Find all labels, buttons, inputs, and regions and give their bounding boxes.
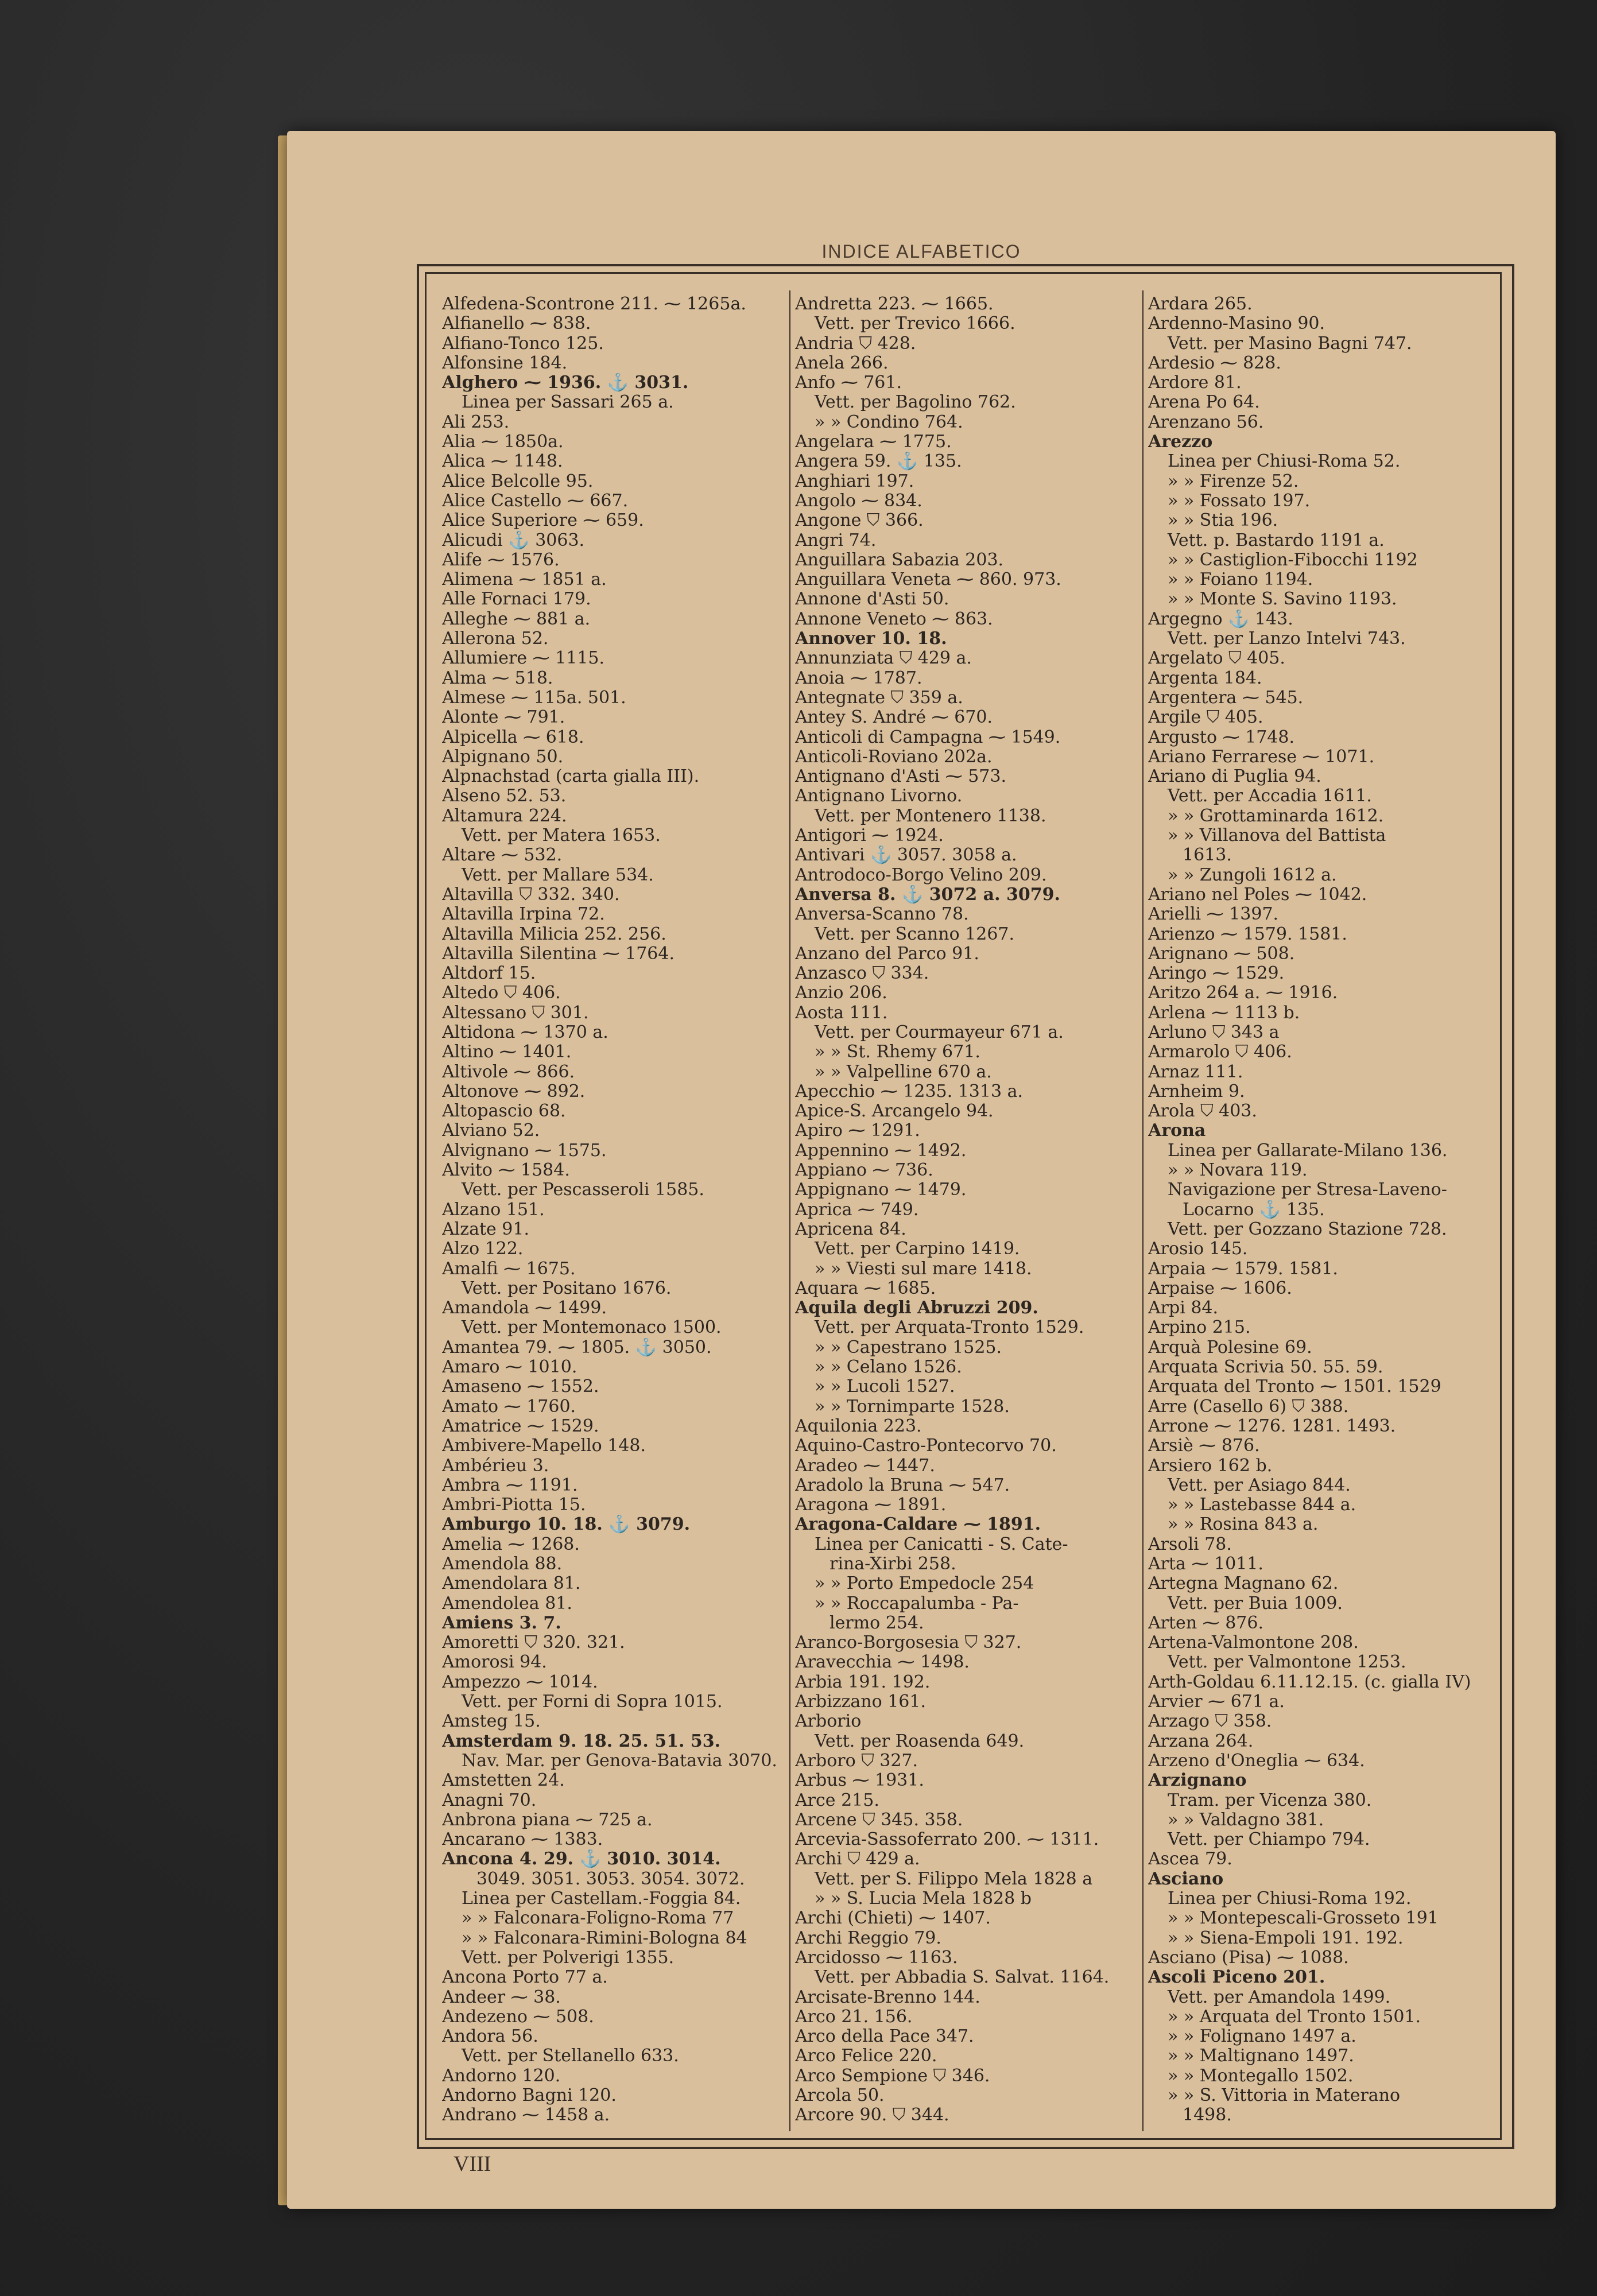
index-entry: Arona (1148, 1121, 1206, 1141)
index-entry: Vett. per Carpino 1419. (815, 1239, 1020, 1259)
index-entry: Appiano ⁓ 736. (795, 1161, 933, 1181)
index-entry: Arluno ⛉ 343 a (1148, 1022, 1280, 1042)
index-entry: Archi (Chieti) ⁓ 1407. (795, 1909, 991, 1929)
index-entry: Alpicella ⁓ 618. (442, 727, 584, 747)
index-entry: Linea per Chiusi-Roma 192. (1168, 1889, 1412, 1909)
index-entry: Alicudi ⚓ 3063. (442, 530, 585, 550)
index-entry: Arce 215. (795, 1790, 879, 1810)
index-entry: » » Viesti sul mare 1418. (815, 1259, 1032, 1279)
index-entry: Amsterdam 9. 18. 25. 51. 53. (442, 1731, 721, 1751)
index-entry: 1498. (1183, 2105, 1232, 2126)
index-entry: Arzignano (1148, 1771, 1247, 1791)
index-entry: Amstetten 24. (442, 1771, 565, 1791)
index-entry: » » Foiano 1194. (1168, 570, 1313, 590)
index-entry: Arcidosso ⁓ 1163. (795, 1948, 958, 1968)
index-entry: Amendola 88. (442, 1554, 563, 1574)
index-entry: Linea per Castellam.-Foggia 84. (462, 1889, 741, 1909)
index-entry: Vett. per Forni di Sopra 1015. (462, 1692, 723, 1712)
index-entry: Altidona ⁓ 1370 a. (442, 1022, 608, 1042)
index-entry: Amantea 79. ⁓ 1805. ⚓ 3050. (442, 1337, 712, 1358)
index-entry: Arsiè ⁓ 876. (1148, 1436, 1260, 1456)
index-entry: » » Firenze 52. (1168, 471, 1299, 491)
index-entry: » » Stia 196. (1168, 511, 1278, 531)
index-entry: Aragona-Caldare ⁓ 1891. (795, 1515, 1041, 1535)
index-entry: Arsiero 162 b. (1148, 1456, 1273, 1476)
index-entry: » » Villanova del Battista (1168, 826, 1386, 846)
index-entry: Altino ⁓ 1401. (442, 1042, 572, 1062)
index-entry: Altavilla Silentina ⁓ 1764. (442, 944, 675, 964)
index-entry: Vett. per Amandola 1499. (1168, 1987, 1391, 2007)
index-entry: Aravecchia ⁓ 1498. (795, 1653, 970, 1673)
index-entry: Arenzano 56. (1148, 412, 1264, 432)
index-entry: Arquà Polesine 69. (1148, 1337, 1312, 1358)
index-entry: Archi ⛉ 429 a. (795, 1849, 920, 1870)
index-entry: Arvier ⁓ 671 a. (1148, 1692, 1285, 1712)
index-entry: Arth-Goldau 6.11.12.15. (c. gialla IV) (1148, 1672, 1471, 1692)
index-entry: Nav. Mar. per Genova-Batavia 3070. (462, 1751, 777, 1771)
index-entry: Aquino-Castro-Pontecorvo 70. (795, 1436, 1057, 1456)
index-entry: Alice Belcolle 95. (442, 471, 594, 491)
index-entry: Angri 74. (795, 530, 877, 550)
index-entry: Anbrona piana ⁓ 725 a. (442, 1810, 653, 1830)
index-entry: Navigazione per Stresa-Laveno- (1168, 1180, 1447, 1200)
index-entry: » » Grottaminarda 1612. (1168, 806, 1384, 826)
index-entry: Amorosi 94. (442, 1653, 547, 1673)
index-entry: Arena Po 64. (1148, 393, 1260, 413)
index-entry: » » S. Vittoria in Materano (1168, 2086, 1401, 2106)
index-entry: Almese ⁓ 115a. 501. (442, 688, 626, 708)
index-entry: Alonte ⁓ 791. (442, 708, 565, 728)
index-entry: Anagni 70. (442, 1790, 537, 1810)
index-entry: Antivari ⚓ 3057. 3058 a. (795, 846, 1017, 866)
index-entry: Alzano 151. (442, 1200, 545, 1220)
page-header: INDICE ALFABETICO (821, 241, 1021, 262)
index-entry: Ardara 265. (1148, 294, 1253, 314)
index-entry: Amsteg 15. (442, 1712, 541, 1732)
index-entry: Annover 10. 18. (795, 629, 947, 649)
index-entry: Aritzo 264 a. ⁓ 1916. (1148, 983, 1338, 1003)
index-entry: Antrodoco-Borgo Velino 209. (795, 865, 1047, 885)
index-entry: lermo 254. (829, 1613, 924, 1633)
index-entry: Amburgo 10. 18. ⚓ 3079. (442, 1515, 691, 1535)
index-entry: Linea per Canicatti - S. Cate- (815, 1534, 1068, 1554)
index-entry: » » Montegallo 1502. (1168, 2066, 1354, 2086)
index-entry: » » Valpelline 670 a. (815, 1062, 992, 1082)
index-entry: rina-Xirbi 258. (829, 1554, 956, 1574)
index-entry: Arco Sempione ⛉ 346. (795, 2066, 990, 2086)
index-entry: Arco Felice 220. (795, 2046, 937, 2066)
index-entry: Alica ⁓ 1148. (442, 452, 563, 472)
index-entry: » » Valdagno 381. (1168, 1810, 1324, 1830)
index-entry: » » Arquata del Tronto 1501. (1168, 2007, 1421, 2027)
index-entry: » » Roccapalumba - Pa- (815, 1593, 1019, 1614)
index-entry: 1613. (1183, 846, 1232, 866)
index-entry: Antegnate ⛉ 359 a. (795, 688, 963, 708)
index-entry: Alice Castello ⁓ 667. (442, 491, 629, 511)
index-entry: Arquata Scrivia 50. 55. 59. (1148, 1358, 1383, 1378)
index-entry: Alleghe ⁓ 881 a. (442, 609, 591, 629)
index-entry: Arco 21. 156. (795, 2007, 913, 2027)
index-entry: Alpnachstad (carta gialla III). (442, 767, 700, 787)
index-entry: Vett. per Polverigi 1355. (462, 1948, 675, 1968)
index-entry: Archi Reggio 79. (795, 1928, 941, 1948)
index-entry: Vett. per Mallare 534. (462, 865, 654, 885)
index-entry: Vett. per Pescasseroli 1585. (462, 1180, 704, 1200)
index-entry: Ambri-Piotta 15. (442, 1495, 586, 1515)
index-entry: Arbus ⁓ 1931. (795, 1771, 924, 1791)
index-entry: Vett. per Matera 1653. (462, 826, 661, 846)
index-entry: Antey S. André ⁓ 670. (795, 708, 993, 728)
index-entry: Vett. per Valmontone 1253. (1168, 1653, 1406, 1673)
index-entry: Arcisate-Brenno 144. (795, 1987, 980, 2007)
index-entry: Aquila degli Abruzzi 209. (795, 1298, 1038, 1318)
index-entry: » » Rosina 843 a. (1168, 1515, 1319, 1535)
index-entry: Anzasco ⛉ 334. (795, 964, 929, 984)
index-entry: » » Castiglion-Fibocchi 1192 (1168, 550, 1418, 570)
index-entry: » » Tornimparte 1528. (815, 1397, 1010, 1417)
index-entry: Vett. per Roasenda 649. (815, 1731, 1025, 1751)
index-entry: Amaseno ⁓ 1552. (442, 1377, 599, 1397)
index-entry: Arienzo ⁓ 1579. 1581. (1148, 924, 1347, 944)
index-entry: » » S. Lucia Mela 1828 b (815, 1889, 1032, 1909)
index-entry: Altare ⁓ 532. (442, 846, 563, 866)
index-entry: Altavilla Irpina 72. (442, 905, 605, 925)
index-entry: Aradeo ⁓ 1447. (795, 1456, 935, 1476)
index-entry: Linea per Chiusi-Roma 52. (1168, 452, 1401, 472)
index-entry: Vett. per Scanno 1267. (815, 924, 1015, 944)
index-entry: Vett. per Trevico 1666. (815, 314, 1015, 334)
index-entry: Ali 253. (442, 412, 510, 432)
index-entry: Annone d'Asti 50. (795, 589, 949, 610)
index-entry: Argegno ⚓ 143. (1148, 609, 1293, 629)
index-entry: Arielli ⁓ 1397. (1148, 905, 1279, 925)
index-entry: Ascea 79. (1148, 1849, 1232, 1870)
index-entry: Armarolo ⛉ 406. (1148, 1042, 1292, 1062)
index-entry: Altdorf 15. (442, 964, 536, 984)
index-entry: Alzate 91. (442, 1219, 530, 1239)
index-entry: Alpignano 50. (442, 747, 564, 767)
index-entry: Arnaz 111. (1148, 1062, 1243, 1082)
index-entry: Vett. per Buia 1009. (1168, 1593, 1343, 1614)
index-entry: Anversa 8. ⚓ 3072 a. 3079. (795, 885, 1060, 905)
index-entry: Arcola 50. (795, 2086, 885, 2106)
index-entry: Amoretti ⛉ 320. 321. (442, 1633, 625, 1653)
index-entry: Angolo ⁓ 834. (795, 491, 922, 511)
index-entry: Angone ⛉ 366. (795, 511, 924, 531)
index-entry: » » Porto Empedocle 254 (815, 1574, 1034, 1594)
index-entry: Argusto ⁓ 1748. (1148, 727, 1294, 747)
index-entry: Alvignano ⁓ 1575. (442, 1141, 607, 1161)
index-entry: Alia ⁓ 1850a. (442, 432, 564, 452)
index-entry: » » Zungoli 1612 a. (1168, 865, 1337, 885)
index-column-2 (789, 290, 1134, 2131)
index-entry: Apricena 84. (795, 1219, 906, 1239)
index-entry: Ancona Porto 77 a. (442, 1968, 608, 1988)
index-entry: Apiro ⁓ 1291. (795, 1121, 920, 1141)
index-entry: Anticoli di Campagna ⁓ 1549. (795, 727, 1061, 747)
index-entry: Apice-S. Arcangelo 94. (795, 1102, 994, 1122)
index-entry: » » Falconara-Foligno-Roma 77 (462, 1909, 734, 1929)
index-entry: Amalfi ⁓ 1675. (442, 1259, 576, 1279)
index-entry: Alfianello ⁓ 838. (442, 314, 591, 334)
index-entry: Alzo 122. (442, 1239, 524, 1259)
index-entry: Alma ⁓ 518. (442, 668, 553, 688)
index-entry: Vett. per Masino Bagni 747. (1168, 333, 1412, 354)
index-entry: Ambra ⁓ 1191. (442, 1475, 578, 1495)
book-page (287, 131, 1556, 2209)
index-entry: Ariano Ferrarese ⁓ 1071. (1148, 747, 1375, 767)
index-entry: Amato ⁓ 1760. (442, 1397, 576, 1417)
index-entry: 3049. 3051. 3053. 3054. 3072. (476, 1869, 745, 1889)
index-entry: Altedo ⛉ 406. (442, 983, 561, 1003)
index-entry: Ascoli Piceno 201. (1148, 1968, 1325, 1988)
index-entry: Arpino 215. (1148, 1318, 1251, 1338)
index-entry: Anticoli-Roviano 202a. (795, 747, 993, 767)
index-entry: Amatrice ⁓ 1529. (442, 1416, 599, 1436)
index-entry: Appignano ⁓ 1479. (795, 1180, 967, 1200)
index-entry: Ariano nel Poles ⁓ 1042. (1148, 885, 1367, 905)
index-entry: Alice Superiore ⁓ 659. (442, 511, 644, 531)
index-entry: Argelato ⛉ 405. (1148, 649, 1285, 669)
index-entry: Anguillara Veneta ⁓ 860. 973. (795, 570, 1061, 590)
index-entry: Annunziata ⛉ 429 a. (795, 649, 972, 669)
index-entry: Arquata del Tronto ⁓ 1501. 1529 (1148, 1377, 1441, 1397)
index-entry: Alfonsine 184. (442, 353, 568, 373)
index-entry: Altamura 224. (442, 806, 567, 826)
index-entry: Arpaia ⁓ 1579. 1581. (1148, 1259, 1338, 1279)
index-entry: Arten ⁓ 876. (1148, 1613, 1264, 1633)
index-entry: Asciano (Pisa) ⁓ 1088. (1148, 1948, 1349, 1968)
index-entry: Anguillara Sabazia 203. (795, 550, 1004, 570)
index-entry: Anoia ⁓ 1787. (795, 668, 922, 688)
index-entry: Arco della Pace 347. (795, 2027, 974, 2047)
index-entry: Vett. per Lanzo Intelvi 743. (1168, 629, 1406, 649)
index-entry: Argentera ⁓ 545. (1148, 688, 1304, 708)
index-entry: Ampezzo ⁓ 1014. (442, 1672, 598, 1692)
index-entry: Alseno 52. 53. (442, 786, 567, 806)
index-entry: Andorno 120. (442, 2066, 561, 2086)
index-entry: » » Condino 764. (815, 412, 963, 432)
index-entry: Vett. per Bagolino 762. (815, 393, 1016, 413)
index-column-1 (442, 294, 781, 2126)
index-entry: Anfo ⁓ 761. (795, 373, 902, 393)
index-entry: Vett. per Courmayeur 671 a. (815, 1022, 1064, 1042)
index-entry: » » Montepescali-Grosseto 191 (1168, 1909, 1439, 1929)
index-entry: Anzano del Parco 91. (795, 944, 979, 964)
index-entry: Angera 59. ⚓ 135. (795, 452, 962, 472)
index-entry: Annone Veneto ⁓ 863. (795, 609, 993, 629)
index-entry: Alghero ⁓ 1936. ⚓ 3031. (442, 373, 689, 393)
index-entry: Amandola ⁓ 1499. (442, 1298, 607, 1318)
index-entry: » » Celano 1526. (815, 1358, 962, 1378)
index-entry: Antignano Livorno. (795, 786, 963, 806)
index-entry: Vett. per Accadia 1611. (1168, 786, 1372, 806)
index-entry: Arpaise ⁓ 1606. (1148, 1278, 1292, 1298)
index-entry: Alviano 52. (442, 1121, 540, 1141)
index-entry: Altavilla ⛉ 332. 340. (442, 885, 620, 905)
index-entry: Anzio 206. (795, 983, 887, 1003)
index-entry: Andria ⛉ 428. (795, 333, 916, 354)
index-entry: Aringo ⁓ 1529. (1148, 964, 1285, 984)
index-entry: Apecchio ⁓ 1235. 1313 a. (795, 1081, 1024, 1102)
index-entry: Vett. per Stellanello 633. (462, 2046, 679, 2066)
index-entry: » » Siena-Empoli 191. 192. (1168, 1928, 1404, 1948)
index-entry: Artena-Valmontone 208. (1148, 1633, 1359, 1653)
index-entry: Amiens 3. 7. (442, 1613, 561, 1633)
index-entry: Ambérieu 3. (442, 1456, 549, 1476)
index-entry: Arta ⁓ 1011. (1148, 1554, 1263, 1574)
index-entry: Aquilonia 223. (795, 1416, 922, 1436)
index-entry: Anela 266. (795, 353, 889, 373)
index-entry: » » Maltignano 1497. (1168, 2046, 1354, 2066)
index-entry: Vett. per Arquata-Tronto 1529. (815, 1318, 1084, 1338)
index-entry: Arzago ⛉ 358. (1148, 1712, 1272, 1732)
index-entry: Aranco-Borgosesia ⛉ 327. (795, 1633, 1022, 1653)
index-entry: Altonove ⁓ 892. (442, 1081, 586, 1102)
index-entry: Arosio 145. (1148, 1239, 1248, 1259)
index-entry: Arnheim 9. (1148, 1081, 1245, 1102)
index-entry: Linea per Sassari 265 a. (462, 393, 674, 413)
index-entry: Alfedena-Scontrone 211. ⁓ 1265a. (442, 294, 746, 314)
index-entry: Amendolea 81. (442, 1593, 572, 1614)
index-entry: Arzeno d'Oneglia ⁓ 634. (1148, 1751, 1365, 1771)
index-entry: Alimena ⁓ 1851 a. (442, 570, 607, 590)
index-entry: Vett. per Gozzano Stazione 728. (1168, 1219, 1447, 1239)
index-entry: » » Lastebasse 844 a. (1168, 1495, 1356, 1515)
index-entry: Amaro ⁓ 1010. (442, 1358, 577, 1378)
index-entry: » » St. Rhemy 671. (815, 1042, 980, 1062)
index-entry: Altopascio 68. (442, 1102, 566, 1122)
index-entry: Arlena ⁓ 1113 b. (1148, 1003, 1300, 1023)
index-entry: Vett. per Abbadia S. Salvat. 1164. (815, 1968, 1110, 1988)
index-entry: » » Capestrano 1525. (815, 1337, 1002, 1358)
index-entry: Vett. per Montemonaco 1500. (462, 1318, 722, 1338)
index-entry: Aradolo la Bruna ⁓ 547. (795, 1475, 1010, 1495)
index-entry: Arcene ⛉ 345. 358. (795, 1810, 963, 1830)
index-entry: Ambivere-Mapello 148. (442, 1436, 646, 1456)
index-entry: Arzana 264. (1148, 1731, 1254, 1751)
index-entry: » » Fossato 197. (1168, 491, 1311, 511)
index-entry: Andeer ⁓ 38. (442, 1987, 561, 2007)
index-entry: Antignano d'Asti ⁓ 573. (795, 767, 1006, 787)
index-entry: Alvito ⁓ 1584. (442, 1161, 570, 1181)
index-entry: Antigori ⁓ 1924. (795, 826, 944, 846)
index-entry: Altessano ⛉ 301. (442, 1003, 589, 1023)
index-entry: Arpi 84. (1148, 1298, 1219, 1318)
index-entry: Ancona 4. 29. ⚓ 3010. 3014. (442, 1849, 721, 1870)
index-entry: Arrone ⁓ 1276. 1281. 1493. (1148, 1416, 1396, 1436)
index-entry: Arbia 191. 192. (795, 1672, 931, 1692)
index-entry: Amendolara 81. (442, 1574, 581, 1594)
index-entry: Arre (Casello 6) ⛉ 388. (1148, 1397, 1349, 1417)
index-entry: Amelia ⁓ 1268. (442, 1534, 580, 1554)
index-entry: Arsoli 78. (1148, 1534, 1232, 1554)
index-entry: Argile ⛉ 405. (1148, 708, 1263, 728)
index-entry: Ardenno-Masino 90. (1148, 314, 1325, 334)
index-entry: » » Monte S. Savino 1193. (1168, 589, 1397, 610)
index-entry: Aprica ⁓ 749. (795, 1200, 919, 1220)
index-entry: Artegna Magnano 62. (1148, 1574, 1339, 1594)
index-entry: Aragona ⁓ 1891. (795, 1495, 947, 1515)
page-number: VIII (453, 2152, 491, 2176)
index-entry: » » Lucoli 1527. (815, 1377, 955, 1397)
index-entry: » » Falconara-Rimini-Bologna 84 (462, 1928, 747, 1948)
index-entry: Angelara ⁓ 1775. (795, 432, 952, 452)
index-entry: Vett. per Positano 1676. (462, 1278, 672, 1298)
index-entry: Arcore 90. ⛉ 344. (795, 2105, 949, 2126)
index-entry: Vett. per Chiampo 794. (1168, 1830, 1370, 1850)
index-entry: Andorno Bagni 120. (442, 2086, 617, 2106)
index-entry: Ancarano ⁓ 1383. (442, 1830, 603, 1850)
index-entry: Anversa-Scanno 78. (795, 905, 969, 925)
index-entry: Arola ⛉ 403. (1148, 1102, 1257, 1122)
index-entry: Arbizzano 161. (795, 1692, 927, 1712)
index-entry: Aquara ⁓ 1685. (795, 1278, 936, 1298)
index-entry: Asciano (1148, 1869, 1224, 1889)
index-entry: Andezeno ⁓ 508. (442, 2007, 594, 2027)
index-entry: Vett. per Montenero 1138. (815, 806, 1046, 826)
index-entry: Ardesio ⁓ 828. (1148, 353, 1281, 373)
index-entry: Ariano di Puglia 94. (1148, 767, 1321, 787)
index-entry: Linea per Gallarate-Milano 136. (1168, 1141, 1448, 1161)
index-entry: Andretta 223. ⁓ 1665. (795, 294, 994, 314)
index-entry: Altavilla Milicia 252. 256. (442, 924, 666, 944)
index-entry: Vett. per S. Filippo Mela 1828 a (815, 1869, 1093, 1889)
index-entry: Arborio (795, 1712, 862, 1732)
index-entry: Andora 56. (442, 2027, 538, 2047)
index-entry: Arezzo (1148, 432, 1213, 452)
index-entry: Tram. per Vicenza 380. (1168, 1790, 1372, 1810)
index-entry: » » Novara 119. (1168, 1161, 1308, 1181)
index-entry: » » Folignano 1497 a. (1168, 2027, 1356, 2047)
index-entry: Andrano ⁓ 1458 a. (442, 2105, 610, 2126)
index-entry: Altivole ⁓ 866. (442, 1062, 575, 1082)
index-entry: Vett. per Asiago 844. (1168, 1475, 1351, 1495)
index-entry: Arboro ⛉ 327. (795, 1751, 918, 1771)
index-entry: Allerona 52. (442, 629, 549, 649)
index-entry: Anghiari 197. (795, 471, 914, 491)
index-entry: Alle Fornaci 179. (442, 589, 591, 610)
index-entry: Locarno ⚓ 135. (1183, 1200, 1325, 1220)
index-column-3 (1142, 290, 1487, 2131)
index-entry: Alife ⁓ 1576. (442, 550, 560, 570)
index-entry: Allumiere ⁓ 1115. (442, 649, 605, 669)
index-entry: Ardore 81. (1148, 373, 1242, 393)
index-entry: Arignano ⁓ 508. (1148, 944, 1295, 964)
index-entry: Vett. p. Bastardo 1191 a. (1168, 530, 1385, 550)
index-entry: Aosta 111. (795, 1003, 888, 1023)
index-entry: Alfiano-Tonco 125. (442, 333, 604, 354)
index-entry: Appennino ⁓ 1492. (795, 1141, 967, 1161)
index-entry: Argenta 184. (1148, 668, 1262, 688)
index-entry: Arcevia-Sassoferrato 200. ⁓ 1311. (795, 1830, 1099, 1850)
